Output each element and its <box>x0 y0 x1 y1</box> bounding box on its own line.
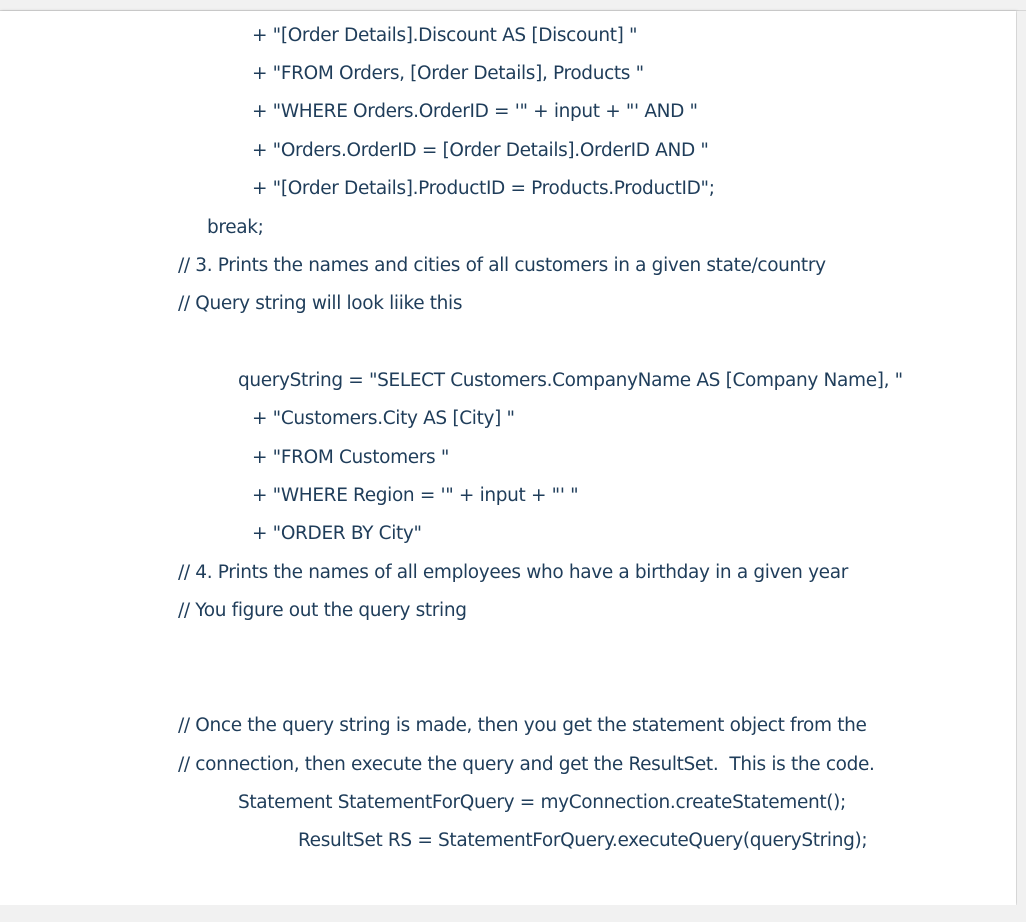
code-line-where-orderid: + "WHERE Orders.OrderID = '" + input + "' AND " <box>252 101 698 122</box>
code-line-break: break; <box>207 217 264 238</box>
code-line-discount: + "[Order Details].Discount AS [Discount] " <box>252 25 638 46</box>
code-line-city: + "Customers.City AS [City] " <box>252 408 515 429</box>
code-line-from-customers: + "FROM Customers " <box>252 447 450 468</box>
comment-line-3-heading: // 3. Prints the names and cities of all customers in a given state/country <box>178 255 826 276</box>
code-line-statement: Statement StatementForQuery = myConnection.createStatement(); <box>238 792 846 813</box>
code-line-join-orderid: + "Orders.OrderID = [Order Details].OrderID AND " <box>252 140 709 161</box>
comment-line-statement-1: // Once the query string is made, then you get the statement object from the <box>178 715 867 736</box>
comment-line-statement-2: // connection, then execute the query and get the ResultSet. This is the code. <box>178 754 875 775</box>
code-line-from-orders: + "FROM Orders, [Order Details], Products " <box>252 63 644 84</box>
code-line-join-productid: + "[Order Details].ProductID = Products.ProductID"; <box>252 178 715 199</box>
document-page <box>0 11 1016 905</box>
bottom-status-strip <box>0 905 1026 922</box>
top-toolbar-strip <box>0 0 1026 11</box>
code-line-resultset: ResultSet RS = StatementForQuery.executeQuery(queryString); <box>298 830 868 851</box>
vertical-scrollbar[interactable] <box>1017 11 1026 905</box>
comment-line-4-note: // You figure out the query string <box>178 600 467 621</box>
comment-line-4-heading: // 4. Prints the names of all employees who have a birthday in a given year <box>178 562 848 583</box>
code-line-order-by: + "ORDER BY City" <box>252 523 422 544</box>
comment-line-3-note: // Query string will look liike this <box>178 293 463 314</box>
code-line-querystring: queryString = "SELECT Customers.CompanyName AS [Company Name], " <box>238 370 903 391</box>
code-line-where-region: + "WHERE Region = '" + input + "' " <box>252 485 579 506</box>
